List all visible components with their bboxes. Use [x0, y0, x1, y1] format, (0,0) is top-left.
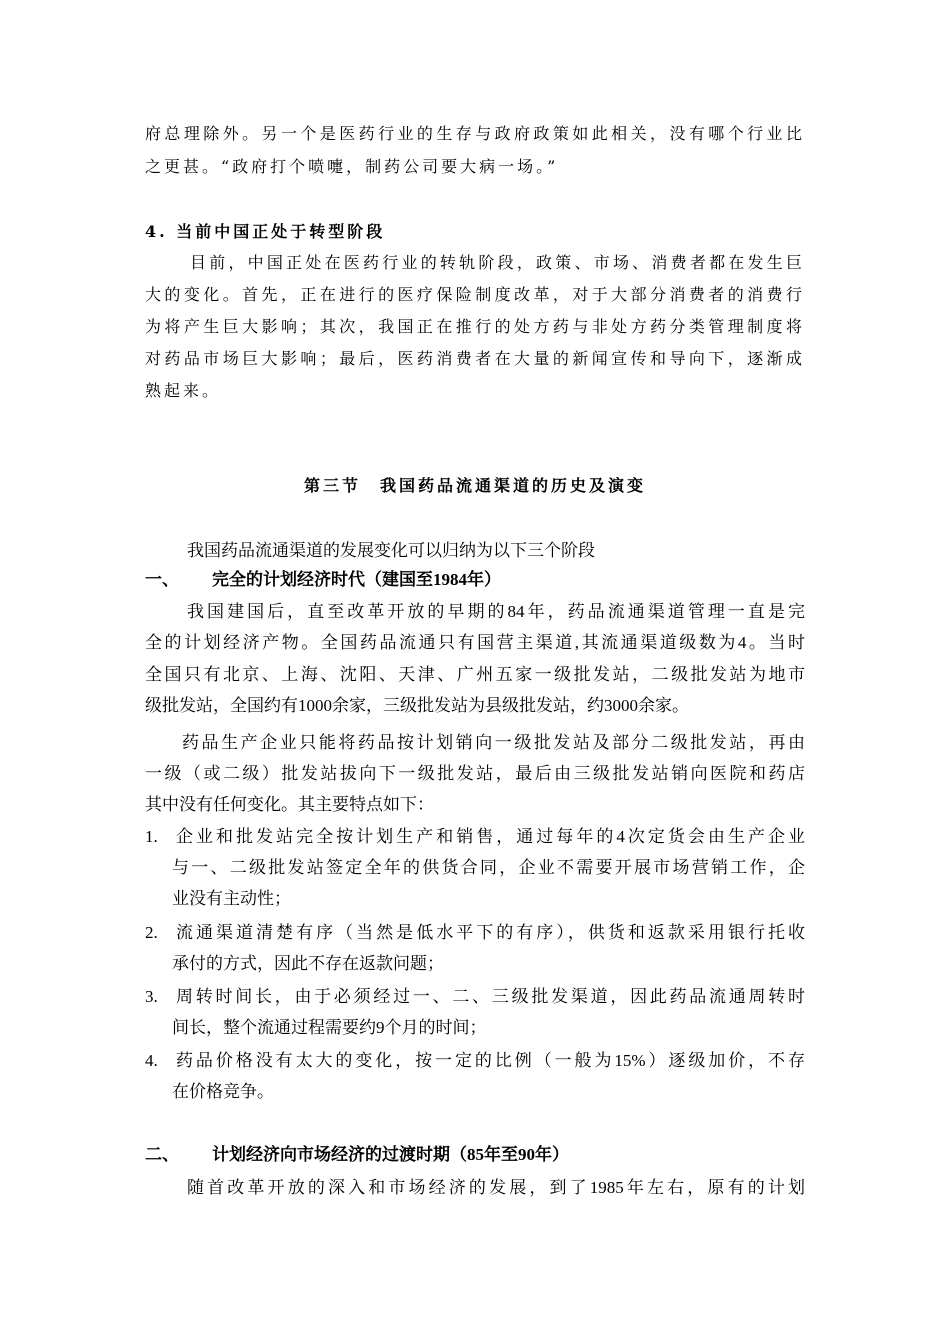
paragraph-line: 为将产生巨大影响；其次，我国正在推行的处方药与非处方药分类管理制度将	[145, 317, 805, 336]
list-item-line: 在价格竞争。	[172, 1082, 274, 1101]
paragraph-line: 之更甚。“政府打个喷嚏，制药公司要大病一场。”	[145, 157, 559, 176]
paragraph-line: 药品生产企业只能将药品按计划销向一级批发站及部分二级批发站，再由	[182, 733, 805, 752]
paragraph-line: 目前，中国正处在医药行业的转轨阶段，政策、市场、消费者都在发生巨	[190, 253, 805, 272]
list-number: 4.	[145, 1051, 158, 1070]
paragraph-line: 我国建国后，直至改革开放的早期的84年，药品流通渠道管理一直是完	[187, 602, 805, 621]
paragraph-line: 其中没有任何变化。其主要特点如下：	[145, 795, 434, 814]
list-item-line: 周转时间长，由于必须经过一、二、三级批发渠道，因此药品流通周转时	[176, 987, 805, 1006]
paragraph-line: 熟起来。	[145, 381, 222, 400]
list-item-line: 药品价格没有太大的变化，按一定的比例（一般为15%）逐级加价，不存	[176, 1051, 805, 1070]
list-item-line: 业没有主动性；	[172, 889, 291, 908]
list-item-line: 间长，整个流通过程需要约9个月的时间；	[172, 1018, 487, 1037]
paragraph-line: 对药品市场巨大影响；最后，医药消费者在大量的新闻宣传和导向下，逐渐成	[145, 349, 805, 368]
paragraph-line: 大的变化。首先，正在进行的医疗保险制度改革，对于大部分消费者的消费行	[145, 285, 805, 304]
stage-number: 一、	[145, 570, 179, 589]
list-number: 1.	[145, 827, 158, 846]
list-item-line: 与一、二级批发站签定全年的供货合同，企业不需要开展市场营销工作，企	[172, 858, 805, 877]
list-number: 3.	[145, 987, 158, 1006]
list-item-line: 承付的方式，因此不存在返款问题；	[172, 954, 444, 973]
paragraph-line: 全的计划经济产物。全国药品流通只有国营主渠道,其流通渠道级数为4。当时	[145, 633, 805, 652]
paragraph-line: 全国只有北京、上海、沈阳、天津、广州五家一级批发站，二级批发站为地市	[145, 665, 805, 684]
section-heading: 4. 当前中国正处于转型阶段	[145, 222, 386, 241]
paragraph-line: 随首改革开放的深入和市场经济的发展，到了1985年左右，原有的计划	[187, 1178, 805, 1197]
stage-title: 计划经济向市场经济的过渡时期（85年至90年）	[212, 1145, 569, 1164]
intro-line: 我国药品流通渠道的发展变化可以归纳为以下三个阶段	[187, 541, 595, 560]
paragraph-line: 府总理除外。另一个是医药行业的生存与政府政策如此相关，没有哪个行业比	[145, 124, 805, 143]
list-item-line: 企业和批发站完全按计划生产和销售，通过每年的4次定货会由生产企业	[176, 827, 805, 846]
stage-number: 二、	[145, 1145, 179, 1164]
list-item-line: 流通渠道清楚有序（当然是低水平下的有序），供货和返款采用银行托收	[176, 923, 805, 942]
chapter-title: 第三节 我国药品流通渠道的历史及演变	[303, 476, 646, 495]
paragraph-line: 级批发站，全国约有1000余家，三级批发站为县级批发站，约3000余家。	[145, 696, 689, 715]
paragraph-line: 一级（或二级）批发站拔向下一级批发站，最后由三级批发站销向医院和药店	[145, 764, 805, 783]
list-number: 2.	[145, 923, 158, 942]
stage-title: 完全的计划经济时代（建国至1984年）	[212, 570, 501, 589]
